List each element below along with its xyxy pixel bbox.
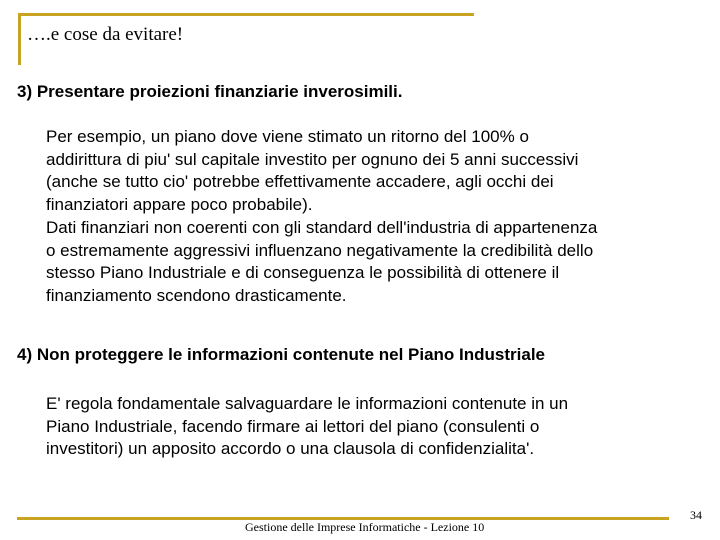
section-3-heading: 3) Presentare proiezioni finanziarie inverosimili. [17,82,403,101]
title-frame-left-rule [18,13,21,65]
paragraph-line: (anche se tutto cio' potrebbe effettivamente accadere, agli occhi dei [46,172,554,192]
slide-title: ….e cose da evitare! [27,24,184,45]
paragraph-line: addirittura di piu' sul capitale investito per ognuno dei 5 anni successivi [46,149,579,169]
paragraph-line: finanziamento scendono drasticamente. [46,285,347,305]
paragraph-line: Piano Industriale, facendo firmare ai lettori del piano (consulenti o [46,416,540,436]
paragraph-line: stesso Piano Industriale e di conseguenza le possibilità di ottenere il [46,263,560,283]
paragraph-line: investitori) un apposito accordo o una clausola di confidenzialita'. [46,439,535,459]
page-number: 34 [690,508,702,522]
section-3-paragraph [46,126,706,308]
footer-caption: Gestione delle Imprese Informatiche - Lezione 10 [245,520,485,534]
paragraph-line: finanziatori appare poco probabile). [46,195,313,215]
section-4-heading: 4) Non proteggere le informazioni contenute nel Piano Industriale [17,345,546,364]
title-frame-top-rule [18,13,474,16]
paragraph-line: Per esempio, un piano dove viene stimato un ritorno del 100% o [46,127,529,146]
paragraph-line: Dati finanziari non coerenti con gli standard dell'industria di appartenenza [46,217,598,237]
paragraph-line: o estremamente aggressivi influenzano negativamente la credibilità dello [46,240,594,260]
paragraph-line: E' regola fondamentale salvaguardare le informazioni contenute in un [46,394,569,413]
section-4-paragraph [46,393,706,461]
